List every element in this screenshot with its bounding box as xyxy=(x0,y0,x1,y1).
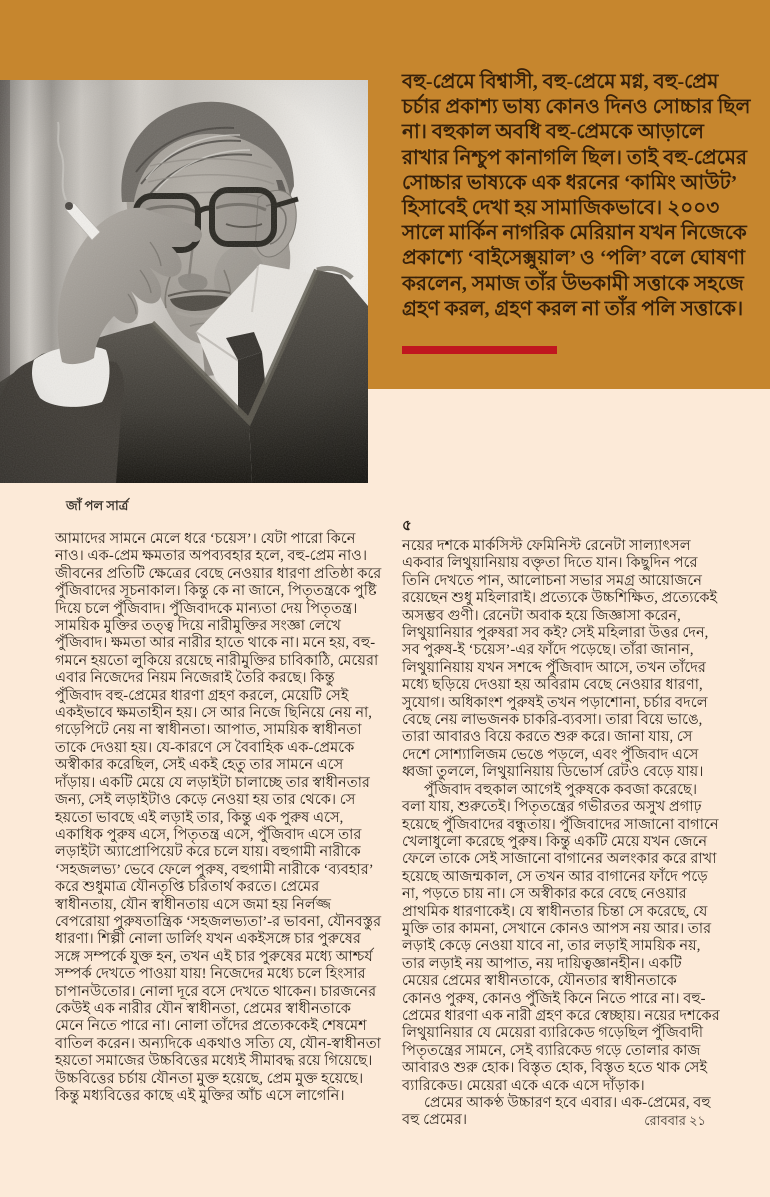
body-paragraph: নয়ের দশকে মার্কসিস্ট ফেমিনিস্ট রেনেটা সাল্যাৎসল একবার লিথুয়ানিয়ায় বক্তৃতা দিতে যান। কিছুদিন পরে তিনি দেখতে পান, আলোচনা সভার সমগ্র আয়োজনে রয়েছেন শুধু মহিলারাই। প্রত্যেকে উচ্চশিক্ষিত, প্রত্যেকেই অসম্ভব গুণী। রেনেটা অবাক হয়ে জিজ্ঞাসা করেন, লিথুয়ানিয়ার পুরুষরা সব কই? সেই মহিলারা উত্তর দেন, সব পুরুষ-ই ‘চয়েস’-এর ফাঁদে পড়েছে। তাঁরা জানান, লিথুয়ানিয়ায় যখন সশব্দে পুঁজিবাদ আসে, তখন তাঁদের মধ্যে ছড়িয়ে দেওয়া হয় অবিরাম বেছে নেওয়ার ধারণা, সুযোগ। অধিকাংশ পুরুষই তখন পড়াশোনা, চর্চার বদলে বেছে নেয় লাভজনক চাকরি-ব্যবসা। তারা বিয়ে ভাঙে, তারা আবারও বিয়ে করতে শুরু করে। জানা যায়, সে দেশে সোশ্যালিজম ভেঙে পড়লে, এবং পুঁজিবাদ এসে ধ্বজা তুললে, লিথুয়ানিয়ায় ডিভোর্স রেটও বেড়ে যায়। xyxy=(402,538,718,781)
body-paragraph: প্রেমের আকণ্ঠ উচ্চারণ হবে এবার। এক-প্রেমের, বহু বহু প্রেমের। xyxy=(402,1095,711,1129)
body-paragraph: পুঁজিবাদ বহুকাল আগেই পুরুষকে কবজা করেছে। বলা যায়, শুরুতেই। পিতৃতন্ত্রের গভীরতর অসুখ প্রগাঢ় হয়েছে পুঁজিবাদের বন্ধুতায়। পুঁজিবাদের সাজানো বাগানে খেলাধুলো করেছে পুরুষ। কিন্তু একটি মেয়ে যখন জেনে ফেলে তাকে সেই সাজানো বাগানের অলংকার করে রাখা হয়েছে আজন্মকাল, সে তখন আর বাগানের ফাঁদে পড়ে না, পড়তে চায় না। সে অস্বীকার করে বেছে নেওয়ার প্রাথমিক ধারণাকেই। যে স্বাধীনতার চিন্তা সে করেছে, যে মুক্তি তার কামনা, সেখানে কোনও আপস নয় আর। তার লড়াই কেড়ে নেওয়া যাবে না, তার লড়াই সাময়িক নয়, তার লড়াই নয় আপাত, নয় দায়িত্বজ্ঞানহীন। একটি মেয়ের প্রেমের স্বাধীনতাকে, যৌনতার স্বাধীনতাকে কোনও পুরুষ, কোনও পুঁজিই কিনে নিতে পারে না। বহু-প্রেমের ধারণা এক নারী গ্রহণ করে স্বেচ্ছায়। নয়ের দশকের লিথুয়ানিয়ার যে মেয়েরা ব্যারিকেড গড়েছিল পুঁজিবাদী পিতৃতন্ত্রের সামনে, সেই ব্যারিকেড গড়ে তোলার কাজ আবারও শুরু হোক। বিস্তৃত হোক, বিস্তৃত হতে থাক সেই ব্যারিকেড। মেয়েরা একে একে এসে দাঁড়াক। xyxy=(402,781,720,1094)
page-number: রোববার ২১ xyxy=(644,1113,706,1128)
sartre-portrait-illustration xyxy=(0,80,368,483)
red-divider-rule xyxy=(402,346,557,354)
body-column-right xyxy=(402,517,720,1130)
body-paragraph: আমাদের সামনে মেলে ধরে ‘চয়েস’। যেটা পারো কিনে নাও। এক-প্রেম ক্ষমতার অপব্যবহার হলে, বহু-প্রেম নাও। জীবনের প্রতিটি ক্ষেত্রের বেছে নেওয়ার ধারণা প্রতিষ্ঠা করে পুঁজিবাদের সূচনাকাল। কিন্তু কে না জানে, পিতৃতন্ত্রকে পুষ্টি দিয়ে চলে পুঁজিবাদ। পুঁজিবাদকে মান্যতা দেয় পিতৃতন্ত্র। সাময়িক মুক্তির তত্ত্ব দিয়ে নারীমুক্তির সংজ্ঞা লেখে পুঁজিবাদ। ক্ষমতা আর নারীর হাতে থাকে না। মনে হয়, বহু-গমনে হয়তো লুকিয়ে রয়েছে নারীমুক্তির চাবিকাঠি, মেয়েরা এবার নিজেদের নিয়ম নিজেরাই তৈরি করছে। কিন্তু পুঁজিবাদ বহু-প্রেমের ধারণা গ্রহণ করলে, মেয়েটি সেই একইভাবে ক্ষমতাহীন হয়। সে আর নিজে ছিনিয়ে নেয় না, গড়েপিটে নেয় না স্বাধীনতা। আপাত, সাময়িক স্বাধীনতা তাকে দেওয়া হয়। যে-কারণে সে বৈবাহিক এক-প্রেমকে অস্বীকার করেছিল, সেই একই হেতু তার সামনে এসে দাঁড়ায়। একটি মেয়ে যে লড়াইটা চালাচ্ছে তার স্বাধীনতার জন্য, সেই লড়াইটাও কেড়ে নেওয়া হয় তার থেকে। সে হয়তো ভাবছে এই লড়াই তার, কিন্তু এক পুরুষ এসে, একাধিক পুরুষ এসে, পিতৃতন্ত্র এসে, পুঁজিবাদ এসে তার লড়াইটা অ্যাপ্রোপিয়েট করে চলে যায়। বহুগামী নারীকে ‘সহজলভ্য’ ভেবে ফেলে পুরুষ, বহুগামী নারীকে ‘ব্যবহার’ করে শুধুমাত্র যৌনতৃপ্তি চরিতার্থ করতে। প্রেমের স্বাধীনতায়, যৌন স্বাধীনতায় এসে জমা হয় নির্লজ্জ বেপরোয়া পুরুষতান্ত্রিক ‘সহজলভ্যতা’-র ভাবনা, যৌনবস্তুর ধারণা। শিল্পী নোলা ডার্লিং যখন একইসঙ্গে চার পুরুষের সঙ্গে সম্পর্কে যুক্ত হন, তখন এই চার পুরুষের মধ্যে আশ্চর্য সম্পর্ক দেখতে পাওয়া যায়! নিজেদের মধ্যে চলে হিংসার চাপানউতোর। নোলা দূরে বসে দেখতে থাকেন। চারজনের কেউই এক নারীর যৌন স্বাধীনতা, প্রেমের স্বাধীনতাকে মেনে নিতে পারে না। নোলা তাঁদের প্রত্যেককেই শেষমেশ বাতিল করেন। অন্যদিকে একথাও সত্যি যে, যৌন-স্বাধীনতা হয়তো সমাজের উচ্চবিত্তের মধ্যেই সীমাবদ্ধ রয়ে গিয়েছে। উচ্চবিত্তের চর্চায় যৌনতা মুক্ত হয়েছে, প্রেম মুক্ত হয়েছে। কিন্তু মধ্যবিত্তের কাছে এই মুক্তির আঁচ এসে লাগেনি। xyxy=(55,531,382,1104)
page-footer xyxy=(644,1112,706,1133)
photo-caption: জাঁ পল সার্ত্র xyxy=(66,498,129,513)
section-number: ৫ xyxy=(402,518,412,534)
standfirst-text: বহু-প্রেমে বিশ্বাসী, বহু-প্রেমে মগ্ন, বহু-প্রেম চর্চার প্রকাশ্য ভাষ্য কোনও দিনও সোচ্চার ছিল না। বহুকাল অবধি বহু-প্রেমকে আড়ালে রাখার নিশ্চুপ কানাগলি ছিল। তাই বহু-প্রেমের সোচ্চার ভাষ্যকে এক ধরনের ‘কামিং আউট’ হিসাবেই দেখা হয় সামাজিকভাবে। ২০০৩ সালে মার্কিন নাগরিক মেরিয়ান যখন নিজেকে প্রকাশ্যে ‘বাইসেক্সুয়াল’ ও ‘পলি’ বলে ঘোষণা করলেন, সমাজ তাঁর উভকামী সত্তাকে সহজে গ্রহণ করল, গ্রহণ করল না তাঁর পলি সত্তাকে। xyxy=(402,71,751,320)
sartre-photo xyxy=(0,80,368,483)
body-column-left xyxy=(55,531,382,1105)
